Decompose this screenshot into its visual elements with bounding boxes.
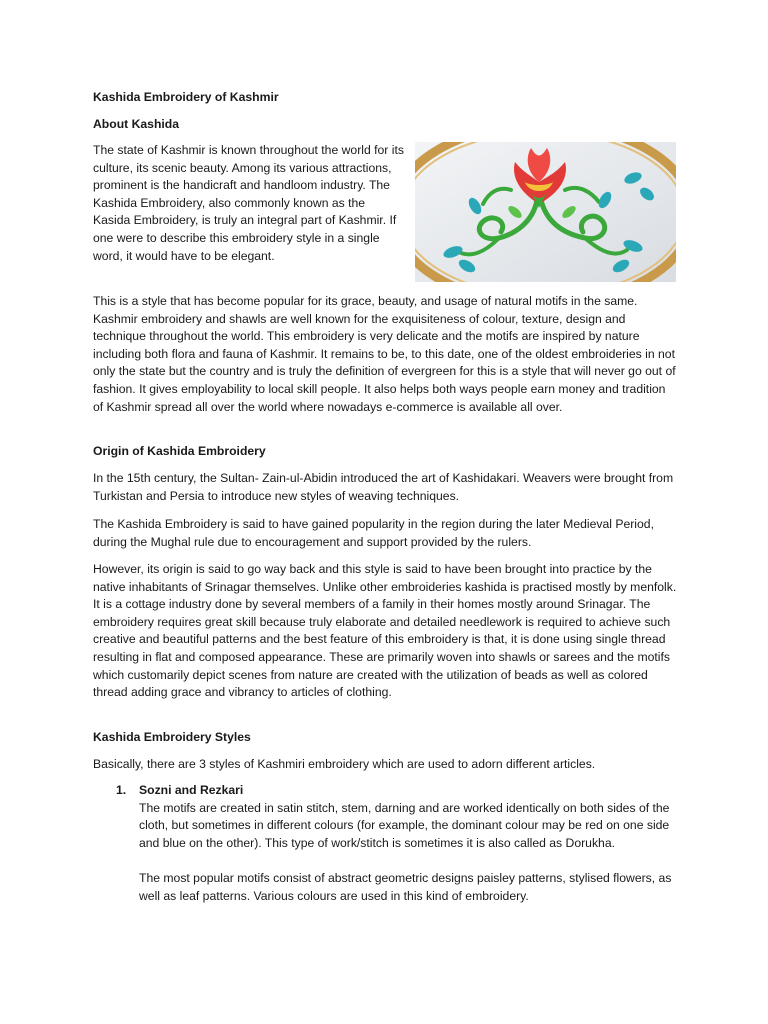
list-item-title: Sozni and Rezkari: [139, 783, 244, 797]
embroidery-image: [415, 142, 676, 282]
style-paragraph: This is a style that has become popular for its grace, beauty, and usage of natural motifs in the same. Kashmir embroidery and shawls are well known for the exquisiteness of colour, texture, design and technique throughout the world. This embroidery is very delicate and the motifs are inspired by nature including both flora and fauna of Kashmir. It remains to be, to this date, one of the oldest embroideries in not only the state but the country and is truly the definition of evergreen for this is a style that will never go out of fashion. It gives employability to local skill people. It also helps both ways people earn money and tradition of Kashmir spread all over the world where nowadays e-commerce is available all over.: [93, 294, 676, 414]
section-heading-origin: Origin of Kashida Embroidery: [93, 444, 266, 458]
list-item-paragraph-1: The motifs are created in satin stitch, stem, darning and are worked identically on both sides of the cloth, but sometimes in different colours (for example, the dominant colour may be red on one side and blue on the other). This type of work/stitch is sometimes it is also called as Dorukha.: [139, 800, 670, 850]
origin-paragraph-3: However, its origin is said to go way back and this style is said to have been brought into practice by the native inhabitants of Srinagar themselves. Unlike other embroideries kashida is practised mostly by menfolk. It is a cottage industry done by several members of a family in their homes mostly around Srinagar. The embroidery requires great skill because truly elaborate and detailed needlework is required to achieve such creative and beautiful patterns and the best feature of this embroidery is that, it is done using single thread resulting in flat and composed appearance. These are primarily woven into shawls or sarees and the motifs which customarily depict scenes from nature are created with the utilization of beads as well as colored thread adding grace and vibrancy to articles of clothing.: [93, 562, 677, 700]
page-title: Kashida Embroidery of Kashmir: [93, 90, 279, 104]
origin-paragraph-1: In the 15th century, the Sultan- Zain-ul-Abidin introduced the art of Kashidakari. Weavers were brought from Turkistan and Persia to introduce new styles of weaving techniques.: [93, 471, 674, 503]
list-item-paragraph-2: The most popular motifs consist of abstract geometric designs paisley patterns, stylised flowers, as well as leaf patterns. Various colours are used in this kind of embroidery.: [139, 870, 672, 903]
list-item-body: [139, 782, 678, 905]
intro-paragraph: The state of Kashmir is known throughout the world for its culture, its scenic beauty. Among its various attractions, prominent is the handicraft and handloom industry. The Kashida Embroidery, also commonly known as the Kasida Embroidery, is truly an integral part of Kashmir. If one were to describe this embroidery style in a single word, it would have to be elegant.: [93, 143, 404, 263]
section-heading-about: About Kashida: [93, 117, 179, 131]
styles-intro-paragraph: Basically, there are 3 styles of Kashmiri embroidery which are used to adorn different articles.: [93, 757, 596, 771]
section-heading-styles: Kashida Embroidery Styles: [93, 730, 251, 744]
origin-paragraph-2: The Kashida Embroidery is said to have gained popularity in the region during the later Medieval Period, during the Mughal rule due to encouragement and support provided by the rulers.: [93, 517, 654, 549]
list-item-number: 1.: [116, 783, 127, 797]
